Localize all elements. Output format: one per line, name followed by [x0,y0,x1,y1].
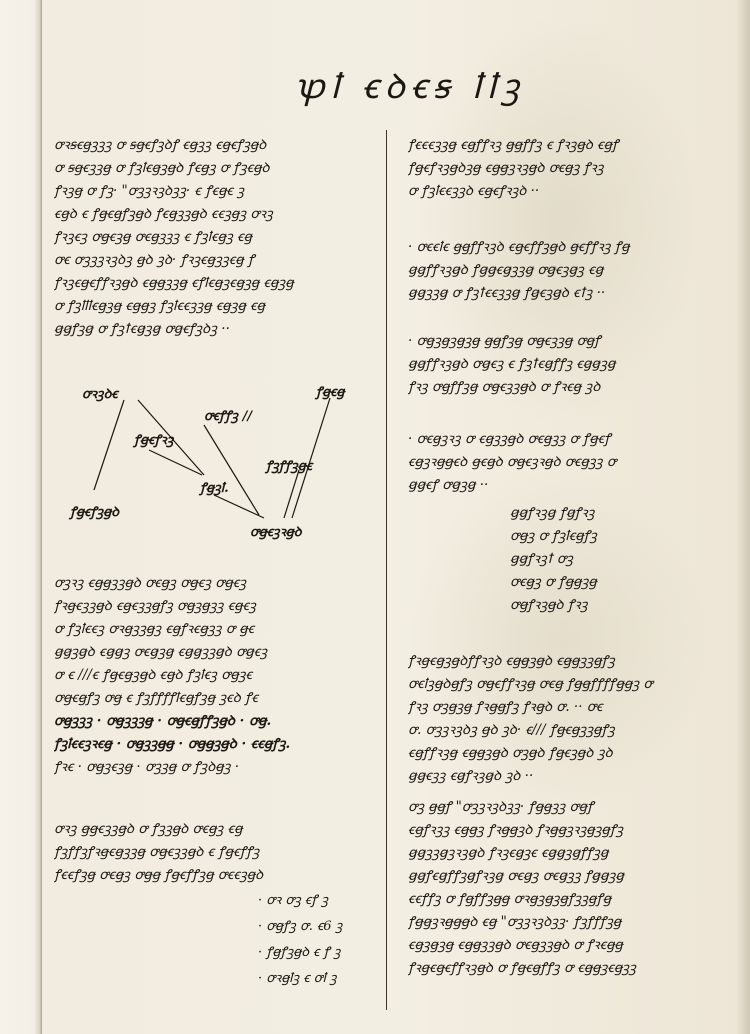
right-paragraph-3 [408,330,738,399]
text-line: ꞡꞡꝭꝭꝛꝫꞡꝺ ꝍꞡꞓꝫ ꞓ ꝭꝫꝉꞓꞡꝭꝭꝫ ꞓꞡꞡꝫꞡ [408,356,616,372]
diagram-edge [149,450,202,475]
text-line: ꝭꝛꝫꞓꝫ ꝍꞡꞓꝫꞡ ꝍꞓꞡꝫꝫꝫ ꞓ ꝭꝫꝉꞓꞡꝫ ꞓꞡ [54,229,252,245]
text-line: ꝍ. ꝍꝫꝫꝛꝫꝺꝫ ꞡꝺ ꝫꝺ· ꞓ/// ꝭꞡꞓꞡꝫꝫꞡꝭꝫ [408,722,615,738]
text-line: ꝍ ꞓ ///ꞓ ꝭꞡꞓꞡꝫꞡꝺ ꞓꞡꝺ ꝭꝫꝉꞓꝫ ꝍꞡꝫꞓ [54,667,253,683]
text-line: ꞓꞡꝭꝛꝫꝫ ꞓꞡꞡꝫ ꝭꝛꞡꞡꝫꝺ ꝭꝛꞡꞡꝫꝛꝫꞡꝫꞡꝭꝫ [408,822,624,838]
equation-list [258,888,378,992]
list-item: ꞡꞡꝭꝛꝫꞡ ꝭꞡꝭꝛꝫ [510,505,595,521]
text-line: ꝍ ꞩꞡꞓꝫꝫꞡ ꝍ ꝭꝫꝉꞓꞡꝫꞡꝺ ꝭꞓꞡꝫ ꝍ ꝭꝫꞓꞡꝺ [54,160,270,176]
list-item: ꝍꞡꝭꝛꝫꞡꝺ ꝭꝛꝫ [510,597,588,613]
text-line: ꞡꞡꝭꝫꞡ ꝍ ꝭꝫꝉꞓꞡꝫꞡ ꝍꞡꞓꝭꝫꝺꝫ ·· [54,321,230,337]
list-item: ꞡꞡꝭꝛꝫꝉ ꝍꝫ [510,551,573,567]
text-line: ꞓꞡꝫꞡꝫꞡ ꞓꞡꞡꝫꝫꞡꝺ ꝍꞓꞡꝫꝫꞡꝺ ꝍ ꝭꝛꞓꞡꞡ [408,937,623,953]
right-paragraph-1 [408,134,738,203]
left-paragraph-2 [54,572,374,779]
text-line: ꝭꞓꞓꞓꝫꝫꞡ ꞓꞡꝭꝭꝛꝫ ꞡꞡꝭꝭꝫ ꞓ ꝭꝛꝫꞡꝺ ꞓꞡꝭ [408,137,619,153]
page-edge-shadow [736,0,750,1034]
text-line: ꝭꝛꞓ · ꝍꞡꝫꞓꝫꞡ · ꝍꝫꝫꞡ ꝍ ꝭꝫꝺꞡꝫ · [54,759,240,775]
text-line: ꝭꝛꝫ ꝍꝫꞡꝫꞡ ꝭꝛꞡꞡꝭꝫ ꝭꝛꞡꝺ ꝍ. ·· ꝍꞓ [408,699,603,715]
text-line: ꝭꝛꞡꞓꞡꞓꝭꝭꝛꝫꞡꝺ ꝍ ꝭꞡꞓꞡꝭꝭꝫ ꝍ ꞓꞡꞡꝫꞓꞡꝫꝫ [408,960,636,976]
diagram-node: ꝍꞡꞓꝫꝛꞡꝺ [250,525,302,540]
text-line: · ꝍꞓꞓꝉꞓ ꞡꞡꝭꝭꝛꝫꝺ ꞓꞡꞓꝭꝭꝫꞡꝺ ꞡꞓꝭꝭꝛꝫ ꝭꞡ [408,239,630,255]
diagram-edge [284,470,299,518]
right-paragraph-4 [408,428,738,497]
text-line: ꞓꞡꝺ ꞓ ꝭꞡꞓꞡꝭꝫꞡꝺ ꝭꞓꞡꝫꝫꞡꝺ ꞓꞓꝫꞡꝫ ꝍꝛꝫ [54,206,273,222]
text-line: ꝍꝫ ꞡꞡꝭ "ꝍꝫꝫꝛꝫꝺꝫꝫ· ꝭꞡꞡꝫꝫ ꝍꞡꝭ [408,799,594,815]
text-line: ꞓꞡꝫꝛꞡꞡꞓꝺ ꞡꞓꞡꝺ ꝍꞡꞓꝫꝛꞡꝺ ꝍꞓꞡꝫꝫ ꝍ [408,454,616,470]
list-item: ꝍꞡꝫ ꝍ ꝭꝫꝉꞓꞡꝭꝫ [510,528,597,544]
right-paragraph-6 [408,796,738,980]
text-line: ꝍꞡꞓꞡꝭꝫ ꝍꞡ ꞓ ꝭꝫꝭꝭꝭꝭꝉꞓꞡꝭꝫꞡ ꝫꞓꝺ ꝭꞓ [54,690,258,706]
equation-line: · ꝍꝛꞡꝉꝫ ꞓ ꝍꝉ ꝫ [258,971,337,986]
diagram-node: ꝭꞡꝫꝉ. [200,481,229,496]
text-line: · ꝍꞡꝫꞡꝫꞡꝫꞡ ꞡꞡꝭꝫꞡ ꝍꞡꞓꝫꝫꞡ ꝍꞡꝭ [408,333,601,349]
text-line: ꝭꝛꞡꞓꝫꝫꞡꝺ ꞓꞡꞓꝫꝫꞡꝭꝫ ꝍꞡꝫꞡꝫꝫ ꞓꞡꞓꝫ [54,598,256,614]
text-line: ꝍꞡꝫꝫꝫ · ꝍꞡꝫꝫꝫꞡ · ꝍꞡꞓꞡꝭꝭꝫꞡꝺ · ꝍꞡ. [54,713,272,729]
text-line: ꝍꞓꝉꝫꞡꝺꞡꝭꝫ ꝍꞡꞓꝭꝭꝛꝫꞡ ꝍꞓꞡ ꝭꞡꞡꝭꝭꝭꝭꞡꞡꝫ ꝍ [408,676,653,692]
left-paragraph-3 [54,818,374,887]
text-line: ꝭꞡꞓꝭꝛꝫꞡꝺꝫꞡ ꞓꞡꞡꝫꝛꝫꞡꝺ ꝍꞓꞡꝫ ꝭꝛꝫ [408,160,604,176]
text-line: ꝍ ꝭꝫꝉꞓꞓꝫ ꝍꝛꞡꝫꝫꞡꝫ ꞓꞡꝭꝛꞓꞡꝫꝫ ꝍ ꞡꞓ [54,621,255,637]
text-line: ꞓꞓꝭꝭꝫ ꝍ ꝭꞡꝭꝭꝫꞡꞡ ꝍꝛꞡꝫꞡꝫꞡꝭꝫꝫꞡꝭꞡ [408,891,612,907]
text-line: ꞡꞡꝭꞓꞡꝭꝭꝫꞡꝭꝛꝫꞡ ꝍꞓꞡꝫ ꝍꞓꞡꝫꝫ ꝭꞡꞡꝫꞡ [408,868,624,884]
text-line: ꞡꞡꞓꝭ ꝍꞡꝫꞡ ·· [408,477,489,493]
diagram-node: ꝭꞡꞓꝭꝫꞡꝺ [70,505,119,520]
text-line: ꝭꝛꞡꞓꞡꝫꞡꝺꝭꝭꝛꝫꝺ ꞓꞡꞡꝫꞡꝺ ꞓꞡꞡꝫꝫꞡꝭꝫ [408,653,615,669]
equation-line: · ꝍꝛ ꝍꝫ ꞓꝭ ꝫ [258,893,329,908]
list-item: ꝍꞓꞡꝫ ꝍ ꝭꞡꞡꝫꞡ [510,574,597,590]
diagram-node: ꝍꞓꝭꝭꝫ // [204,409,252,424]
text-line: ꞓꞡꝭꝭꝛꝫꞡ ꞓꞡꞡꝫꞡꝺ ꝍꝫꞡꝺ ꝭꞡꞓꝫꞡꝺ ꝫꝺ [408,745,613,761]
text-line: ꞡꞡꝫꝫꞡ ꝍ ꝭꝫꝉꞓꞓꝫꝫꞡ ꝭꞡꞓꝫꞡꝺ ꞓꝉꝫ ·· [408,285,606,301]
text-line: ꝍꞓ ꝍꝫꝫꝫꝛꝫꝺꝫ ꞡꝺ ꝫꝺ· ꝭꝛꝫꞓꞡꝫꝫꞓꞡ ꝭ [54,252,255,268]
diagram-node: ꝭꝫꝭꝭꝫꞡꞓ [266,459,313,474]
tree-diagram [54,370,374,570]
text-line: ꝍ ꝭꝫꝉꞓꞓꝫꝫꝺ ꞓꞡꞓꝭꝛꝫꝺ ·· [408,183,540,199]
text-line: ꞡꞡꝫꞡꝺ ꞓꞡꞡꝫ ꝍꞓꞡꝫꞡ ꞓꞡꞡꝫꝫꞡꝺ ꝍꞡꞓꝫ [54,644,268,660]
diagram-edge [214,495,264,518]
page-binding [0,0,42,1034]
equation-line: · ꝍꞡꝭꝫ ꝍ. ꞓ6 ꝫ [258,919,343,934]
diagram-edge [94,400,124,490]
text-line: · ꝍꞓꞡꝫꝛꝫ ꝍ ꞓꞡꝫꝫꞡꝺ ꝍꞓꞡꝫꝫ ꝍ ꝭꞡꞓꝭ [408,431,611,447]
text-line: ꞡꞡꝫꝫꞡꝫꝛꝫꞡꝺ ꝭꝛꝫꞓꞡꝫꞓ ꞓꞡꞡꝫꞡꝭꝭꝫꞡ [408,845,609,861]
text-line: ꝍꝫꝛꝫ ꞓꞡꞡꝫꝫꞡꝺ ꝍꞓꞡꝫ ꝍꞡꞓꝫ ꝍꞡꞓꝫ [54,575,247,591]
equation-line: · ꝭꞡꝭꝫꞡꝺ ꞓ ꝭ ꝫ [258,945,341,960]
text-line: ꝍꝛꝫ ꞡꞡꞓꝫꝫꞡꝺ ꝍ ꝭꝫꝫꞡꝺ ꝍꞓꞡꝫ ꞓꞡ [54,821,243,837]
diagram-edge [204,425,259,515]
diagram-node: ꝭꞡꞓꝭꝛꝫ [134,433,174,448]
column-divider [386,130,387,1010]
text-line: ꝭꞡꞡꝫꝛꞡꞡꞡꝺ ꞓꞡ "ꝍꝫꝫꝛꝫꝺꝫꝫ· ꝭꝫꝭꝭꝭꝫꞡ [408,914,622,930]
text-line: ꝭꞓꞓꝭꝫꞡ ꝍꞓꞡꝫ ꝍꞡꞡ ꝭꞡꞓꝭꝭꝫꞡ ꝍꞓꞓꝫꞡꝺ [54,867,264,883]
text-line: ꝍꝛꞩꞓꞡꝫꝫꝫ ꝍ ꞩꞡꞓꝭꝫꝺꝭ ꞓꞡꝫꝫ ꞓꞡꞓꝭꝫꞡꝺ [54,137,267,153]
diagram-node: ꝍꝛꝫꝺꞓ [82,387,118,402]
item-list [510,502,710,617]
left-paragraph-1 [54,134,374,341]
right-paragraph-5 [408,650,738,788]
text-line: ꝭꝫꝭꝭꝫꝭꝛꞡꞓꞡꝫꝫꞡ ꝍꞡꞓꝫꝫꞡꝺ ꞓ ꝭꞡꞓꝭꝭꝫ [54,844,260,860]
text-line: ꝭꝫꝉꞓꞓꝫꝛꞓꞡ · ꝍꞡꝫꝫꞡꞡ · ꝍꞡꞡꝫꞡꝺ · ꞓꞓꞡꝭꝫ. [54,736,291,752]
text-line: ꝭꝛꝫꞡ ꝍ ꝭꝫ· "ꝍꝫꝫꝛꝫꝺꝫꝫ· ꞓ ꝭꞓꞡꞓ ꝫ [54,183,245,199]
text-line: ꞡꞡꞓꝫꝫ ꞓꞡꝭꝛꝫꞡꝺ ꝫꝺ ·· [408,768,534,784]
text-line: ꝭꝛꝫꞓꞡꞓꝭꝭꝛꝫꞡꝺ ꞓꞡꞡꝫꝫꞡ ꞓꝭꝉꞓꞡꝫꞓꞡꝫꞡ ꞓꞡꝫꞡ [54,275,294,291]
text-line: ꝭꝛꝫ ꝍꞡꝭꝭꝫꞡ ꝍꞡꞓꝫꝫꞡꝺ ꝍ ꝭꝛꞓꞡ ꝫꝺ [408,379,601,395]
text-line: ꝍ ꝭꝫꝉꝉꝉꞓꞡꝫꞡ ꞓꞡꞡꝫ ꝭꝫꝉꞓꞓꝫꝫꞡ ꞓꞡꝫꞡ ꞓꞡ [54,298,265,314]
diagram-node: ꝭꞡꞓꞡ [316,385,345,400]
page-title: ꝕꝉ ꞓꝺꞓꞩ ꝉꝉꝫ [294,67,526,107]
right-paragraph-2 [408,236,738,305]
text-line: ꞡꞡꝭꝭꝛꝫꞡꝺ ꝭꞡꞡꞓꞡꝫꝫꞡ ꝍꞡꞓꝫꞡꝫ ꞓꞡ [408,262,604,278]
